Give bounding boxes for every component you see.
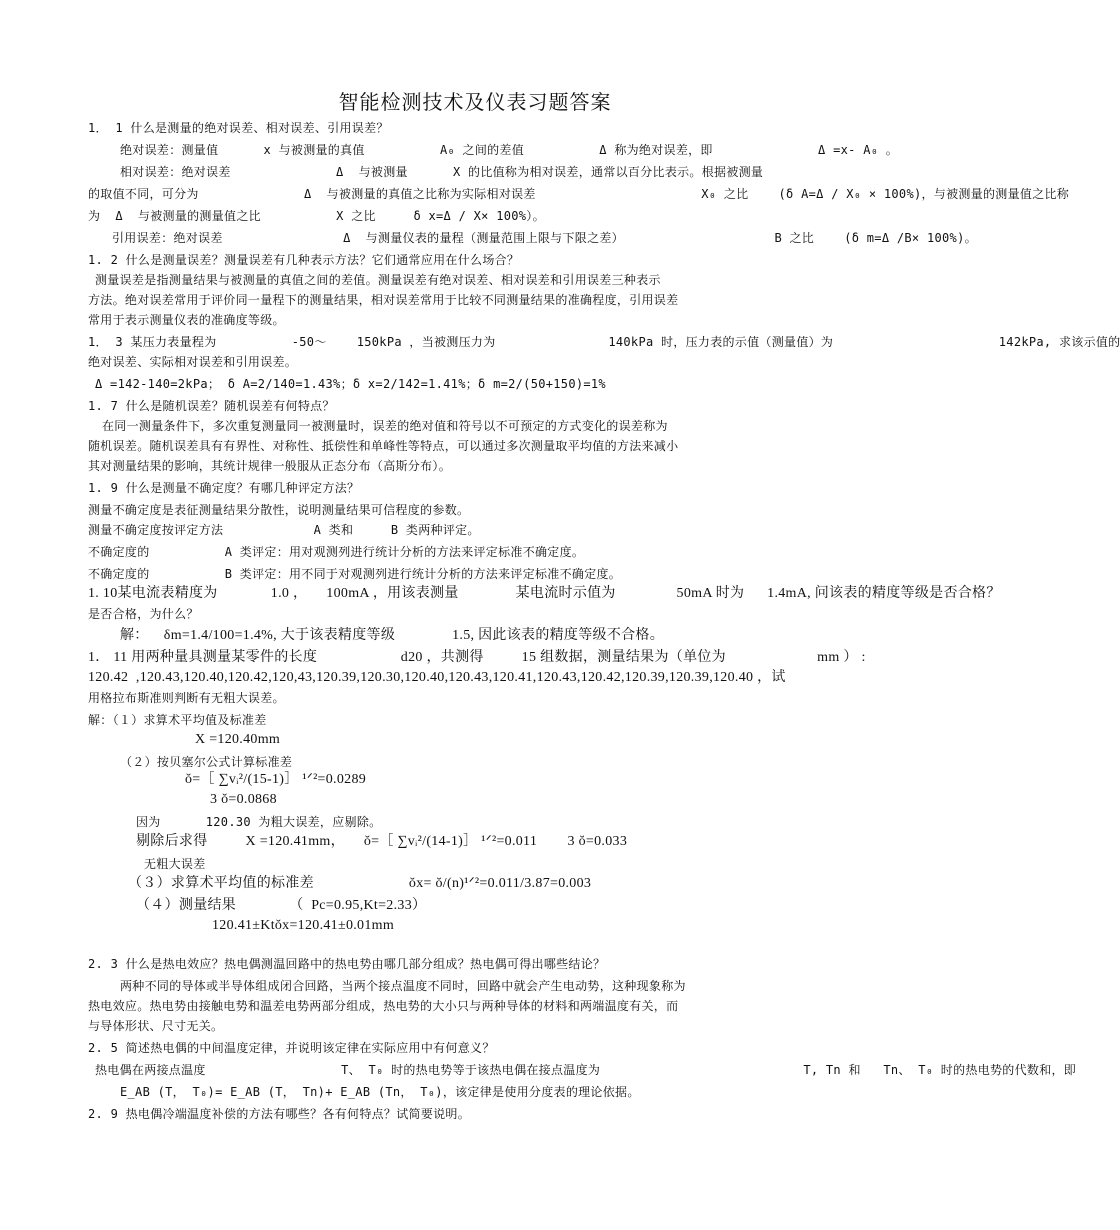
text-line: 测量不确定度是表征测量结果分散性，说明测量结果可信程度的参数。 <box>88 503 470 517</box>
text-line: （３）求算术平均值的标准差 ŏx= ŏ/(n)¹ᐟ²=0.011/3.87=0.003 <box>128 876 592 891</box>
text-line: （４）测量结果 （ Pc=0.95,Kt=2.33） <box>136 898 427 913</box>
text-line: 的取值不同，可分为 Δ 与被测量的真值之比称为实际相对误差 X₀ 之比 (δ A=Δ / X₀ × 100%)，与被测量的测量值之比称 <box>88 187 1070 201</box>
text-line: 1. 2 什么是测量误差？测量误差有几种表示方法？它们通常应用在什么场合？ <box>88 253 520 267</box>
text-line: X =120.40mm <box>195 732 281 747</box>
text-line: 1． 3 某压力表量程为 -50～ 150kPa ，当被测压力为 140kPa 时，压力表的示值（测量值）为 142kPa, 求该示值的 <box>88 335 1120 349</box>
text-line: 因为 120.30 为粗大误差，应剔除。 <box>136 815 382 829</box>
text-line: 测量误差是指测量结果与被测量的真值之间的差值。测量误差有绝对误差、相对误差和引用误差三种表示 <box>95 273 661 287</box>
text-line: 1． 11 用两种量具测量某零件的长度 d20 ，共测得 15 组数据，测量结果为（单位为 mm ） : <box>88 650 866 665</box>
text-line: 引用误差：绝对误差 Δ 与测量仪表的量程（测量范围上限与下限之差） B 之比 (δ m=Δ /B× 100%)。 <box>112 231 977 245</box>
text-line: 120.41±Ktŏx=120.41±0.01mm <box>212 918 395 933</box>
text-line: 3 ŏ=0.0868 <box>210 792 277 807</box>
text-line: Δ =142-140=2kPa； δ A=2/140=1.43%；δ x=2/142=1.41%；δ m=2/(50+150)=1% <box>95 377 606 391</box>
text-line: （２）按贝塞尔公式计算标准差 <box>120 755 293 769</box>
text-line: 无粗大误差 <box>144 857 206 871</box>
text-line: E_AB (T， T₀)= E_AB (T， Tn)+ E_AB (Tn， T₀)，该定律是使用分度表的理论依据。 <box>120 1085 640 1099</box>
text-line: 解：（１）求算术平均值及标准差 <box>88 713 267 727</box>
text-line: 剔除后求得 X =120.41mm， ŏ=［ ∑vᵢ²/(14-1)］ ¹ᐟ²=0.011 3 ŏ=0.033 <box>136 834 628 849</box>
text-line: 用格拉布斯准则判断有无粗大误差。 <box>88 691 285 705</box>
text-line: 为 Δ 与被测量的测量值之比 X 之比 δ x=Δ / X× 100%）。 <box>88 209 545 223</box>
text-line: 在同一测量条件下，多次重复测量同一被测量时，误差的绝对值和符号以不可预定的方式变化的误差称为 <box>102 419 668 433</box>
text-line: 不确定度的 B 类评定：用不同于对观测列进行统计分析的方法来评定标准不确定度。 <box>88 567 622 581</box>
text-line: 2. 9 热电偶冷端温度补偿的方法有哪些？各有何特点？试简要说明。 <box>88 1107 471 1121</box>
text-line: 2. 5 简述热电偶的中间温度定律，并说明该定律在实际应用中有何意义？ <box>88 1041 495 1055</box>
text-line: 1. 10某电流表精度为 1.0 ， 100mA ，用该表测量 某电流时示值为 50mA 时为 1.4mA, 问该表的精度等级是否合格？ <box>88 586 1001 601</box>
text-line: 与导体形状、尺寸无关。 <box>88 1019 224 1033</box>
text-line: 1. 9 什么是测量不确定度？有哪几种评定方法？ <box>88 481 360 495</box>
text-line: 绝对误差、实际相对误差和引用误差。 <box>88 355 298 369</box>
page-title: 智能检测技术及仪表习题答案 <box>338 90 612 114</box>
text-line: 常用于表示测量仪表的准确度等级。 <box>88 313 285 327</box>
text-line: 不确定度的 A 类评定：用对观测列进行统计分析的方法来评定标准不确定度。 <box>88 545 585 559</box>
text-line: 测量不确定度按评定方法 A 类和 B 类两种评定。 <box>88 523 480 537</box>
text-line: 相对误差：绝对误差 Δ 与被测量 X 的比值称为相对误差，通常以百分比表示。根据被测量 <box>120 165 764 179</box>
text-line: 解： δm=1.4/100=1.4%, 大于该表精度等级 1.5, 因此该表的精度等级不合格。 <box>120 628 665 643</box>
text-line: 1． 1 什么是测量的绝对误差、相对误差、引用误差？ <box>88 121 389 135</box>
text-line: 是否合格，为什么？ <box>88 607 199 621</box>
text-line: 绝对误差：测量值 x 与被测量的真值 A₀ 之间的差值 Δ 称为绝对误差，即 Δ =x- A₀ 。 <box>120 143 899 157</box>
text-line: 热电偶在两接点温度 T、 T₀ 时的热电势等于该热电偶在接点温度为 T, Tn 和 Tn、 T₀ 时的热电势的代数和，即 <box>95 1063 1077 1077</box>
text-line: 方法。绝对误差常用于评价同一量程下的测量结果，相对误差常用于比较不同测量结果的准确程度，引用误差 <box>88 293 679 307</box>
text-line: 随机误差。随机误差具有有界性、对称性、抵偿性和单峰性等特点，可以通过多次测量取平均值的方法来减小 <box>88 439 679 453</box>
text-line: 120.42 ,120.43,120.40,120.42,120,43,120.39,120.30,120.40,120.43,120.41,120.43,120.42,120.39,120.39,120.40 ，试 <box>88 670 786 685</box>
text-line: ŏ=［ ∑vᵢ²/(15-1)］ ¹ᐟ²=0.0289 <box>185 772 367 787</box>
text-line: 热电效应。热电势由接触电势和温差电势两部分组成，热电势的大小只与两种导体的材料和两端温度有关，而 <box>88 999 679 1013</box>
text-line: 两种不同的导体或半导体组成闭合回路，当两个接点温度不同时，回路中就会产生电动势，这种现象称为 <box>120 979 686 993</box>
text-line: 2. 3 什么是热电效应？热电偶测温回路中的热电势由哪几部分组成？热电偶可得出哪些结论？ <box>88 957 606 971</box>
text-line: 1. 7 什么是随机误差？随机误差有何特点？ <box>88 399 335 413</box>
text-line: 其对测量结果的影响，其统计规律一般服从正态分布（高斯分布）。 <box>88 459 452 473</box>
